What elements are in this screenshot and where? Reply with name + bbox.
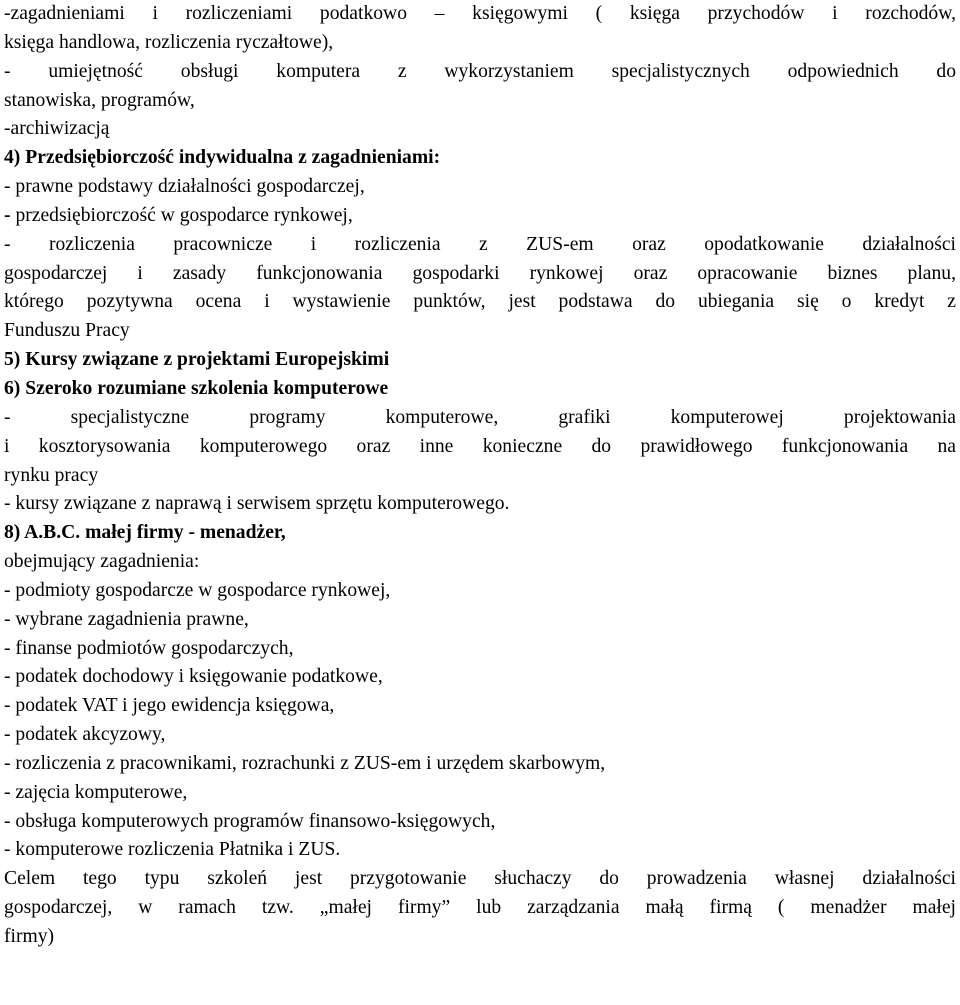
text-line-rest: przedsiębiorczość w gospodarce rynkowej,	[15, 204, 353, 226]
text-line: - kursy związane z naprawą i serwisem sprzętu komputerowego.	[4, 493, 510, 515]
text-line	[4, 202, 956, 231]
list-item: - podatek akcyzowy,	[4, 724, 166, 746]
text-line: - umiejętność obsługi komputera z wykorzystaniem specjalistycznych odpowiednich do	[4, 60, 956, 82]
text-line: - prawne podstawy działalności gospodarczej,	[4, 176, 365, 198]
text-line: - specjalistyczne programy komputerowe, grafiki komputerowej projektowania	[4, 406, 956, 428]
list-item: - zajęcia komputerowe,	[4, 781, 188, 803]
text-line: - rozliczenia pracownicze i rozliczenia z ZUS-em oraz opodatkowanie działalności	[4, 233, 956, 255]
text-line: księga handlowa, rozliczenia ryczałtowe),	[4, 31, 334, 53]
list-item: - finanse podmiotów gospodarczych,	[4, 637, 294, 659]
text-line: gospodarczej i zasady funkcjonowania gospodarki rynkowej oraz opracowanie biznes planu,	[4, 262, 956, 284]
section-heading: 8) A.B.C. małej firmy - menadżer,	[4, 522, 286, 544]
list-item: - rozliczenia z pracownikami, rozrachunki z ZUS-em i urzędem skarbowym,	[4, 752, 606, 774]
document-page	[4, 0, 956, 952]
text-line: którego pozytywna ocena i wystawienie punktów, jest podstawa do ubiegania się o kredyt z	[4, 291, 956, 313]
bold-dash: -	[4, 204, 16, 226]
list-item: - obsługa komputerowych programów finansowo-księgowych,	[4, 810, 496, 832]
text-line: i kosztorysowania komputerowego oraz inne konieczne do prawidłowego funkcjonowania na	[4, 435, 956, 457]
text-line: Funduszu Pracy	[4, 320, 130, 342]
section-heading: 6) Szeroko rozumiane szkolenia komputerowe	[4, 377, 389, 399]
text-line: -archiwizacją	[4, 118, 110, 140]
list-item: - podmioty gospodarcze w gospodarce rynkowej,	[4, 579, 391, 601]
list-item: - podatek dochodowy i księgowanie podatkowe,	[4, 666, 383, 688]
text-line: Celem tego typu szkoleń jest przygotowanie słuchaczy do prowadzenia własnej działalności	[4, 868, 956, 890]
text-line: firmy)	[4, 926, 55, 947]
section-heading: 4) Przedsiębiorczość indywidualna z zagadnieniami:	[4, 147, 441, 169]
text-line: gospodarczej, w ramach tzw. „małej firmy” lub zarządzania małą firmą ( menadżer małej	[4, 897, 956, 919]
list-item: - komputerowe rozliczenia Płatnika i ZUS.	[4, 839, 341, 861]
text-line: rynku pracy	[4, 464, 99, 486]
text-line: obejmujący zagadnienia:	[4, 551, 200, 573]
text-line: stanowiska, programów,	[4, 89, 195, 111]
list-item: - wybrane zagadnienia prawne,	[4, 608, 249, 630]
text-line: -zagadnieniami i rozliczeniami podatkowo – księgowymi ( księga przychodów i rozchodów,	[4, 3, 956, 24]
list-item: - podatek VAT i jego ewidencja księgowa,	[4, 695, 335, 717]
section-heading: 5) Kursy związane z projektami Europejskimi	[4, 349, 390, 371]
